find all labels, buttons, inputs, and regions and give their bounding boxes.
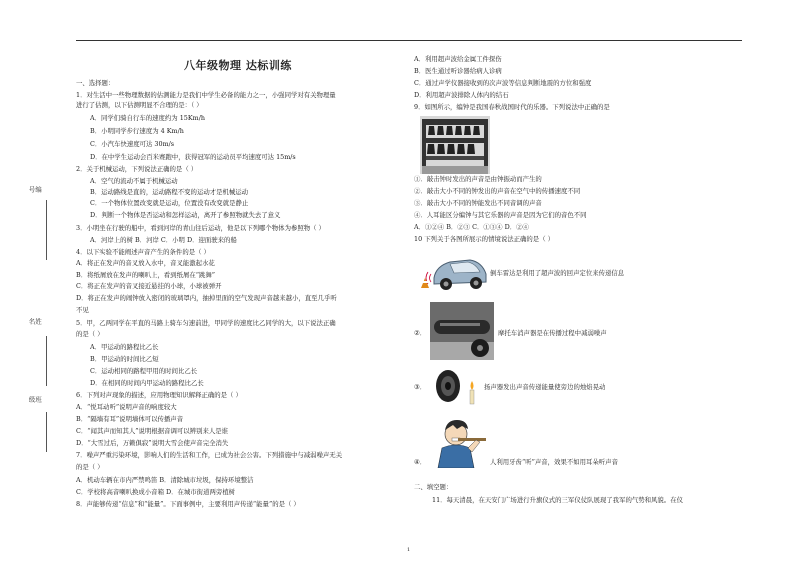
bianzhong-image (420, 116, 490, 174)
q9-option: ②．敲击大小不同的钟发出的声音在空气中的传播速度不同 (414, 187, 581, 195)
right-line: 9．如图所示，编钟是我国春秋战国时代的乐器。下列说法中正确的是 (414, 103, 610, 111)
q9-option: ④．人耳能区分编钟与其它乐器的声音是因为它们的音色不同 (414, 211, 587, 219)
left-line: A．“悦耳动听”说明声音的响度较大 (76, 403, 177, 411)
left-line: 3．小明坐在行驶的船中，看到河岸的青山往后运动，他是以下列哪个物体为参照物（ ） (76, 224, 325, 232)
left-line: B．将纸屑放在发声的喇叭上，看到纸屑在“跳舞” (76, 271, 216, 279)
left-line: C．小汽车快速度可达 30m/s (90, 140, 175, 148)
left-line: C．一个物体位置改变就是运动，位置没有改变就是静止 (90, 199, 249, 207)
left-line: 的是（ ） (76, 330, 104, 338)
left-line: B．甲运动的时间比乙短 (90, 355, 159, 363)
q11-stem: 11．每天清晨，在天安门广场进行升旗仪式的三军仪仗队展现了我军的气势和风貌。在仪 (432, 496, 683, 504)
section-heading: 二、填空题： (414, 483, 453, 491)
left-line: 1．对生活中一些物理数据的估测能力是我们中学生必备的能力之一，小强同学对有关物理量 (76, 91, 336, 99)
left-line: 不见 (76, 306, 89, 314)
car-radar-image (420, 248, 490, 296)
left-line: A．甲运动的路程比乙长 (90, 343, 159, 351)
left-line: 进行了估测，以下估测明显不合理的是：（ ） (76, 101, 203, 109)
left-line: A．空气的流动不属于机械运动 (90, 177, 178, 185)
name-line (46, 336, 47, 386)
left-line: 2．关于机械运动，下列说法正确的是（ ） (76, 165, 198, 173)
right-line: B．医生通过听诊器给病人诊病 (414, 67, 502, 75)
q9-option: ③．敲击大小不同的钟能发出不同音调的声音 (414, 199, 542, 207)
left-line: C．学校将高音喇叭换成小音箱 D．在城市街道两旁植树 (76, 488, 236, 496)
page-number: 1 (407, 547, 411, 553)
item-text: 摩托车消声器是在传播过程中减弱噪声 (498, 329, 607, 337)
item-text: 扬声器发出声音传递能量使旁边的烛焰晃动 (484, 383, 606, 391)
item-text: 人利用牙齿“听”声音，效果不如用耳朵听声音 (490, 458, 618, 466)
left-line: 5．甲，乙两同学在平直的马路上骑车匀速前进，甲同学的速度比乙同学的大，以下说法正确 (76, 319, 336, 327)
left-line: 8．声能够传递“信息”和“能量”。下面事例中，主要利用声传递“能量”的是（ ） (76, 500, 300, 508)
item-num: ④． (414, 458, 427, 466)
left-line: C．将正在发声的音叉接近悬挂的小球，小球被弹开 (76, 282, 222, 290)
class-label: 班级 (27, 396, 42, 403)
left-line: 4．以下实验不能阐述声音产生的条件的是（ ） (76, 248, 210, 256)
page-title: 八年级物理 达标训练 (184, 59, 292, 72)
item-num: ②． (414, 329, 427, 337)
left-line: 6．下列对声现象的描述，应用物理知识解释正确的是（ ） (76, 391, 242, 399)
name-label: 姓名 (27, 318, 42, 325)
left-line: 一、选择题： (76, 79, 115, 87)
header-rule (76, 40, 742, 41)
left-line: B．小明同学步行速度为 4 Km/h (90, 127, 184, 135)
number-line (46, 200, 47, 260)
q9-option: A．①②④ B．②③ C．①③④ D．②④ (414, 223, 529, 231)
class-line (46, 412, 47, 452)
right-line: A．利用超声波给金属工件探伤 (414, 55, 502, 63)
left-line: 的是（ ） (76, 463, 104, 471)
left-line: D．在相同的时间内甲运动的路程比乙长 (90, 379, 204, 387)
muffler-image (430, 302, 494, 360)
speaker-candle-image (432, 366, 482, 406)
q9-option: ①．敲击钟时发出的声音是由钟振动而产生的 (414, 175, 542, 183)
left-line: C．运动相同的路程甲用的时间比乙长 (90, 367, 198, 375)
item-text: 倒车雷达是利用了超声波的回声定位来传递信息 (490, 269, 625, 277)
left-line: D．将正在发声的闹钟放入密闭的玻璃罩内，抽掉里面的空气发现声音越来越小，直至几乎听 (76, 294, 337, 302)
left-line: B．“隔墙有耳”说明墙体可以传播声音 (76, 415, 184, 423)
right-line: C．通过声学仪器接收到的次声波等信息判断地震的方位和强度 (414, 79, 592, 87)
item-num: ③． (414, 383, 427, 391)
left-line: A．河岸上的树 B．河岸 C．小明 D．迎面驶来的船 (90, 236, 237, 244)
teeth-listening-image (432, 418, 488, 468)
left-line: D．在中学生运动会百米赛跑中，获得冠军的运动员平均速度可达 15m/s (90, 153, 296, 161)
q10-stem: 10 下列关于各图所展示的情境说法正确的是（ ） (414, 235, 555, 243)
left-line: D．“大雪过后，万籁俱寂”说明大雪会使声音完全消失 (76, 439, 229, 447)
left-line: 7．噪声严重污染环境，影响人们的生活和工作，已成为社会公害。下列措施中与减弱噪声无关 (76, 451, 343, 459)
left-line: B．运动路线是直的，运动路程不变的运动才是机械运动 (90, 188, 249, 196)
left-line: D．判断一个物体是否运动和怎样运动，离开了参照物就失去了意义 (90, 211, 281, 219)
left-line: A．机动车辆在市内严禁鸣笛 B．清除城市垃圾，保持环境整洁 (76, 476, 254, 484)
left-line: C．“闻其声而知其人”说明根据音调可以辨别来人是谁 (76, 427, 229, 435)
right-line: D．利用超声波排除人体内的结石 (414, 91, 509, 99)
left-line: A．同学们骑自行车的速度约为 15Km/h (90, 114, 205, 122)
number-label: 编号 (27, 186, 42, 193)
left-line: A．将正在发声的音叉放入水中，音叉能激起水花 (76, 259, 215, 267)
